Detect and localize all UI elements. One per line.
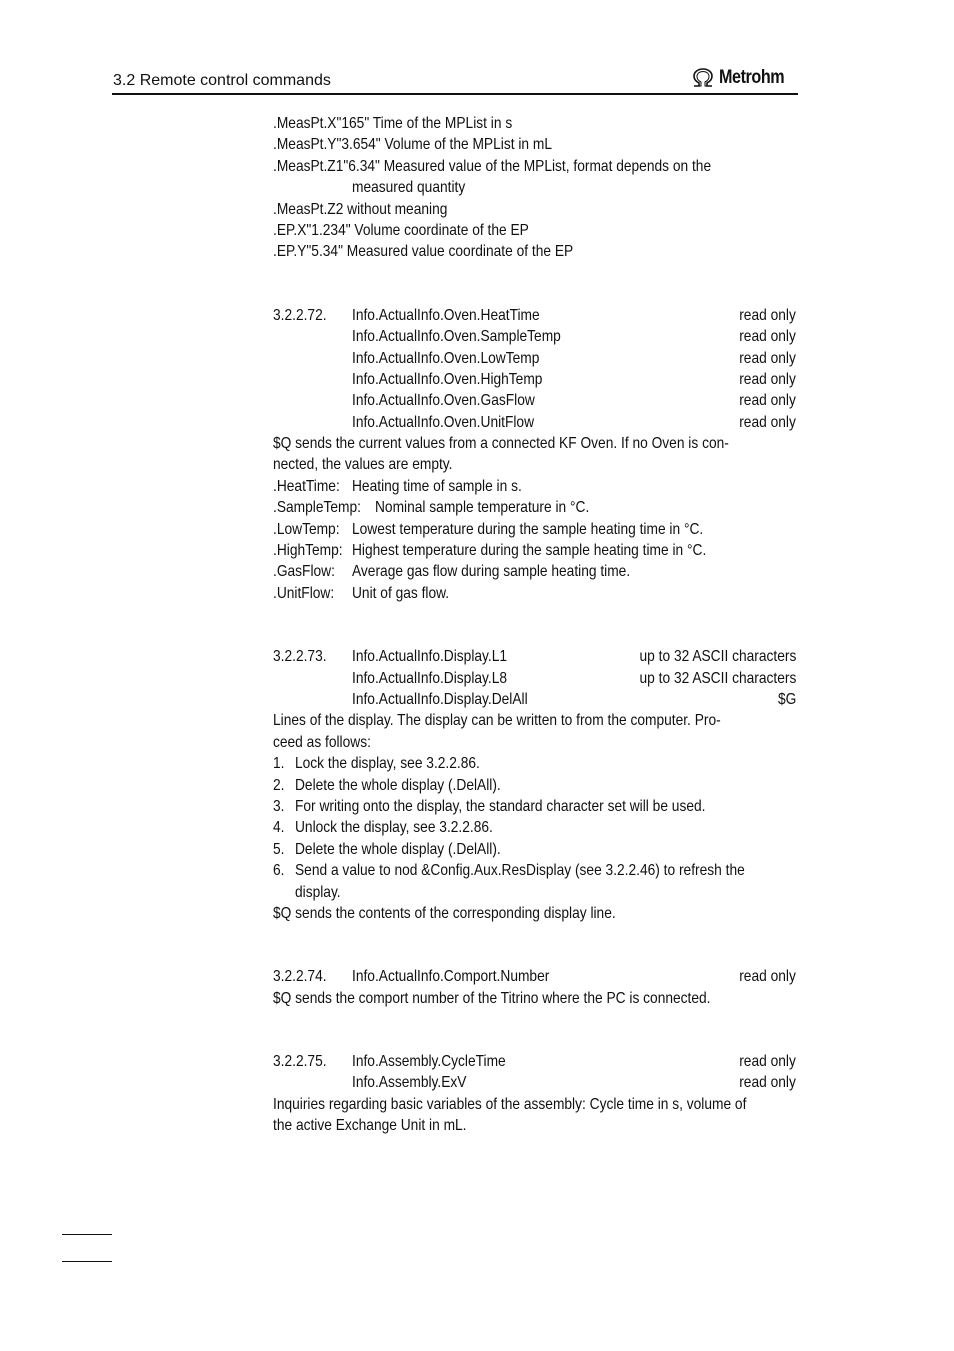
access-mode: $G [777,690,796,708]
access-mode: read only [739,370,796,388]
access-mode: read only [739,328,796,346]
header-section-title: 3.2 Remote control commands [113,72,331,89]
access-mode: read only [739,1074,796,1092]
command-name: Info.ActualInfo.Oven.HighTemp [352,370,543,388]
term: .HeatTime: [273,477,340,495]
meas-line: .MeasPt.X"165" Time of the MPList in s [273,115,513,132]
section-72-desc: nected, the values are empty. [273,456,453,474]
access-mode: read only [739,349,796,367]
term: .SampleTemp: [273,499,361,517]
section-72-row [273,326,796,347]
meas-line: .EP.X"1.234" Volume coordinate of the EP [273,221,529,239]
meas-line: .MeasPt.Z1"6.34" Measured value of the MPList, format depends on the [273,157,712,175]
metrohm-logo [691,66,796,90]
header-rule [112,93,798,95]
section-72-desc: $Q sends the current values from a connected KF Oven. If no Oven is con- [273,435,729,453]
list-item: 1. Lock the display, see 3.2.2.86. [273,755,480,773]
footer-rule-bottom [62,1261,112,1262]
definition: Heating time of sample in s. [352,477,522,495]
list-item: 6. Send a value to nod &Config.Aux.ResDisplay (see 3.2.2.46) to refresh the [273,862,745,880]
command-name: Info.ActualInfo.Comport.Number [352,968,550,986]
access-mode: read only [739,392,796,410]
definition: Average gas flow during sample heating time. [352,563,631,581]
term: .LowTemp: [273,520,340,538]
section-73-desc: ceed as follows: [273,733,371,751]
section-75-desc: the active Exchange Unit in mL. [273,1117,467,1135]
section-75-desc: Inquiries regarding basic variables of the assembly: Cycle time in s, volume of [273,1095,747,1113]
list-item-continuation: display. [295,883,341,901]
access-mode: read only [739,968,796,986]
section-73-row [273,689,796,710]
definition: Lowest temperature during the sample heating time in °C. [352,520,704,538]
section-number: 3.2.2.74. [273,968,327,986]
meas-line: .MeasPt.Y"3.654" Volume of the MPList in mL [273,136,552,154]
term-row [273,476,796,497]
content [273,113,796,1137]
term: .UnitFlow: [273,584,335,602]
access-mode: read only [739,306,796,324]
command-name: Info.ActualInfo.Display.L8 [352,669,508,687]
command-name: Info.ActualInfo.Oven.LowTemp [352,349,540,367]
term-row [273,540,796,561]
logo-text: Metrohm [719,67,785,88]
access-mode: read only [739,1053,796,1071]
section-73-closing: $Q sends the contents of the corresponding display line. [273,904,616,922]
command-name: Info.ActualInfo.Oven.SampleTemp [352,328,561,346]
footer-rule-top [62,1234,112,1235]
section-72-row [273,305,796,326]
section-72-row [273,369,796,390]
command-name: Info.ActualInfo.Display.DelAll [352,690,528,708]
section-73-row [273,668,796,689]
command-name: Info.Assembly.ExV [352,1074,467,1092]
access-mode: read only [739,413,796,431]
term-row [273,519,796,540]
section-number: 3.2.2.73. [273,648,327,666]
command-name: Info.Assembly.CycleTime [352,1053,506,1071]
definition: Highest temperature during the sample heating time in °C. [352,542,707,560]
list-item: 4. Unlock the display, see 3.2.2.86. [273,819,493,837]
section-73-row [273,646,796,667]
meas-line: .MeasPt.Z2 without meaning [273,200,448,218]
term-row [273,561,796,582]
omega-icon [691,68,715,88]
section-number: 3.2.2.72. [273,306,327,324]
definition: Unit of gas flow. [352,584,450,602]
meas-line-continuation: measured quantity [352,179,466,197]
term: .GasFlow: [273,563,335,581]
section-72-row [273,348,796,369]
definition: Nominal sample temperature in °C. [375,499,590,517]
section-74-row [273,966,796,987]
command-name: Info.ActualInfo.Oven.HeatTime [352,306,540,324]
section-72-row [273,412,796,433]
command-name: Info.ActualInfo.Oven.GasFlow [352,392,535,410]
list-item: 5. Delete the whole display (.DelAll). [273,840,501,858]
access-mode: up to 32 ASCII characters [639,669,796,687]
command-name: Info.ActualInfo.Oven.UnitFlow [352,413,535,431]
section-75-row [273,1072,796,1093]
section-72-row [273,390,796,411]
list-item: 3. For writing onto the display, the standard character set will be used. [273,797,706,815]
command-name: Info.ActualInfo.Display.L1 [352,648,508,666]
section-73-desc: Lines of the display. The display can be written to from the computer. Pro- [273,712,721,730]
section-74-desc: $Q sends the comport number of the Titrino where the PC is connected. [273,989,711,1007]
section-75-row [273,1051,796,1072]
term-row [273,583,796,604]
term-row [273,497,796,518]
term: .HighTemp: [273,542,343,560]
list-item: 2. Delete the whole display (.DelAll). [273,776,501,794]
section-number: 3.2.2.75. [273,1053,327,1071]
access-mode: up to 32 ASCII characters [639,648,796,666]
meas-line: .EP.Y"5.34" Measured value coordinate of the EP [273,243,574,261]
